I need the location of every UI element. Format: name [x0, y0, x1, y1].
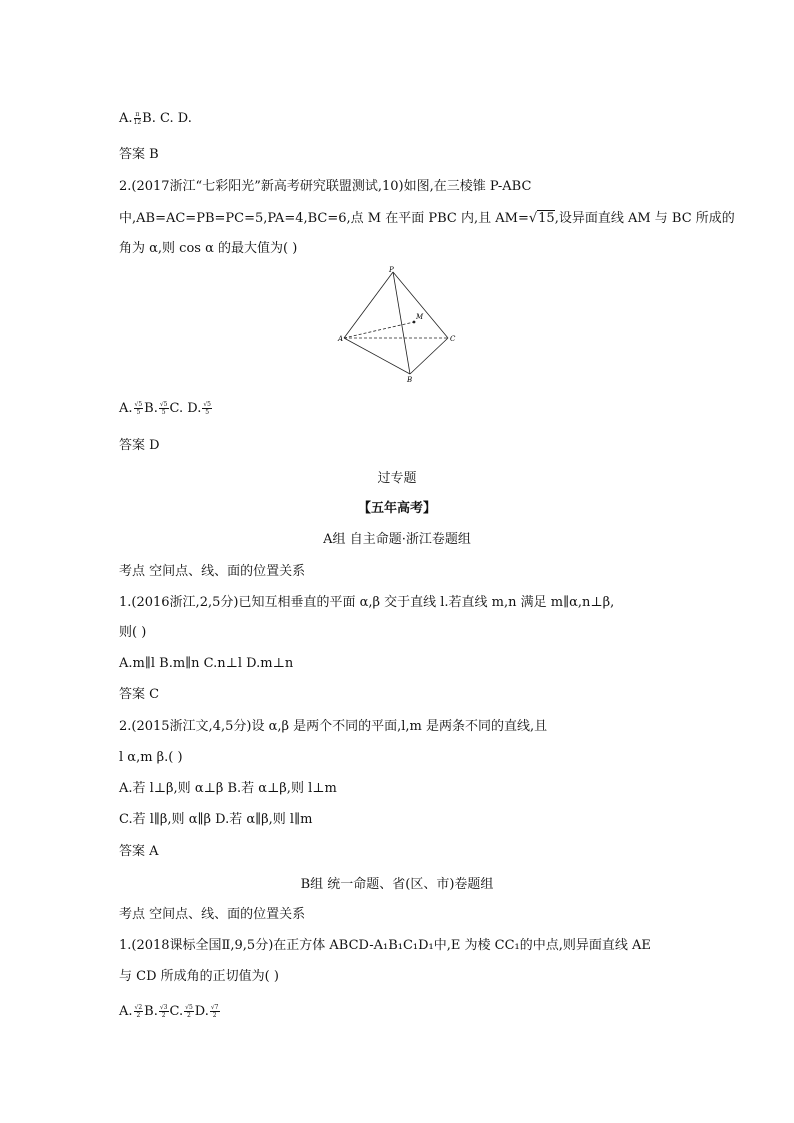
q2-line2: 中,AB=AC=PB=PC=5,PA=4,BC=6,点 M 在平面 PBC 内,且 AM=√15,设异面直线 AM 与 BC 所成的: [119, 211, 735, 226]
a2-answer: 答案 A: [119, 844, 159, 859]
label-b: B: [407, 376, 413, 384]
prev-choices: A. $\frac{\pi}{12}$ B. C. D.: [119, 111, 192, 126]
a1-answer: 答案 C: [119, 687, 160, 702]
tetrahedron-figure: [336, 266, 462, 386]
edge-bc: [410, 338, 448, 374]
q2-answer: 答案 D: [119, 438, 160, 453]
edge-pc: [393, 272, 448, 338]
edge-ab: [344, 338, 410, 374]
group-b-title: B组 统一命题、省(区、市)卷题组: [300, 877, 494, 892]
a2-choices1: A.若 l⊥β,则 α⊥β B.若 α⊥β,则 l⊥m: [119, 781, 337, 796]
fraction: $\frac{\pi}{12}$: [133, 111, 142, 126]
a2-line2: l α,m β.( ): [119, 750, 183, 765]
b1-line1: 1.(2018课标全国Ⅱ,9,5分)在正方体 ABCD-A₁B₁C₁D₁中,E 为棱 CC₁的中点,则异面直线 AE: [119, 938, 651, 953]
a1-choices: A.m∥l B.m∥n C.n⊥l D.m⊥n: [119, 656, 294, 671]
a2-line1: 2.(2015浙江文,4,5分)设 α,β 是两个不同的平面,l,m 是两条不同的直线,且: [119, 719, 548, 734]
section-subtitle: 【五年高考】: [357, 501, 436, 516]
label-c: C: [450, 335, 456, 343]
a1-line2: 则( ): [119, 625, 147, 640]
a2-choices2: C.若 l∥β,则 α∥β D.若 α∥β,则 l∥m: [119, 812, 313, 827]
edge-pb: [393, 272, 410, 374]
a1-line1: 1.(2016浙江,2,5分)已知互相垂直的平面 α,β 交于直线 l.若直线 m,n 满足 m∥α,n⊥β,: [119, 595, 615, 610]
label-a: A: [338, 335, 344, 343]
kaodian-b: 考点 空间点、线、面的位置关系: [119, 907, 306, 922]
section-title: 过专题: [377, 471, 417, 486]
point-m: [413, 321, 416, 324]
group-a-title: A组 自主命题·浙江卷题组: [323, 532, 471, 547]
q2-choices: A. $\frac{√5}{5}$ B. $\frac{√5}{5}$ C. D. $\frac{√5}{5}$: [119, 401, 211, 416]
kaodian-a: 考点 空间点、线、面的位置关系: [119, 564, 306, 579]
label-m: M: [416, 313, 424, 321]
prev-answer: 答案 B: [119, 147, 159, 162]
b1-choices: A. $\frac{√2}{2}$ B. $\frac{√3}{2}$ C. $\frac{√5}{2}$ D. $\frac{√7}{2}$: [119, 1004, 219, 1019]
q2-line1: 2.(2017浙江“七彩阳光”新高考研究联盟测试,10)如图,在三棱锥 P-ABC: [119, 179, 532, 194]
q2-line3: 角为 α,则 cos α 的最大值为( ): [119, 241, 298, 256]
b1-line2: 与 CD 所成角的正切值为( ): [119, 969, 279, 984]
label-p: P: [389, 266, 394, 274]
